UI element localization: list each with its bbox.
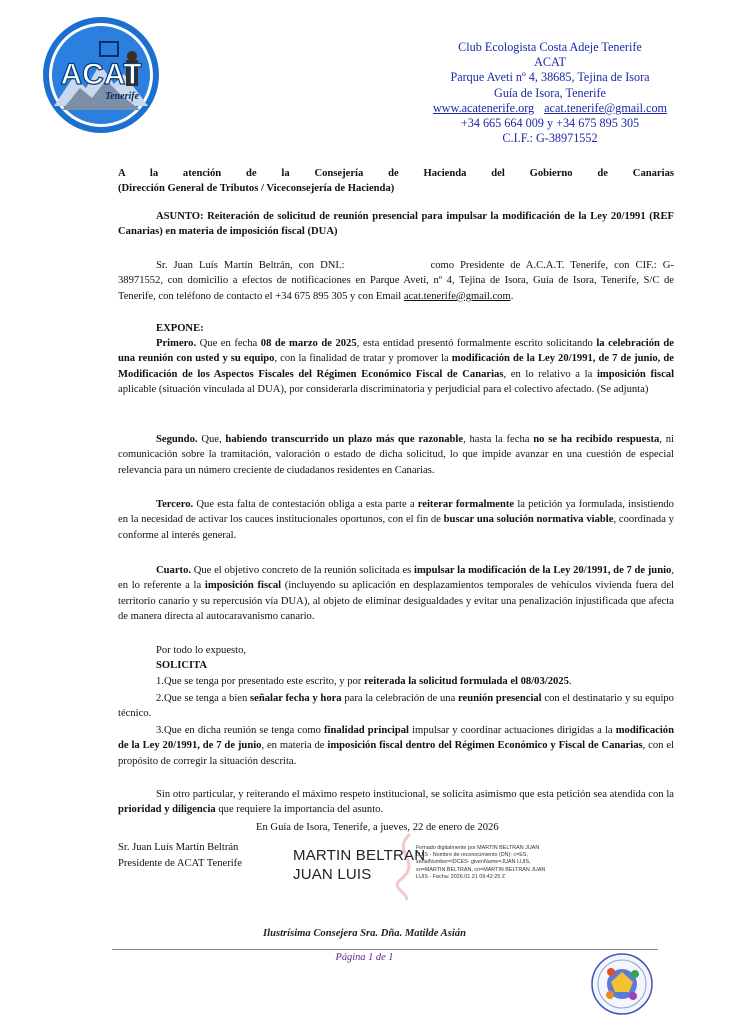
logo-subtext: Tenerife xyxy=(104,91,140,102)
por-todo-line: Por todo lo expuesto, xyxy=(156,645,247,656)
club-name: Club Ecologista Costa Adeje Tenerife xyxy=(458,40,642,54)
paragraph-tercero: Tercero. Que esta falta de contestación obliga a esta parte a reiterar formalmente la petición ya formulada, insistiendo en la necesidad de activar los cauces institucionales oportunos, con el fin de buscar una solución normativa viable, coordinada y conforme al interés general. xyxy=(118,499,674,541)
intro-end: . xyxy=(510,290,514,302)
request-2: 2.Que se tenga a bien señalar fecha y hora para la celebración de una reunión presencial con el destinatario y su equipo técnico. xyxy=(118,693,674,720)
footer-rule xyxy=(112,949,658,950)
attention-block xyxy=(118,166,674,197)
page-number: Página 1 de 1 xyxy=(335,952,394,963)
federation-badge-icon xyxy=(585,952,659,1016)
club-cif: C.I.F.: G-38971552 xyxy=(502,131,598,146)
club-phones: +34 665 664 009 y +34 675 895 305 xyxy=(460,116,640,131)
intro-paragraph xyxy=(118,258,674,304)
club-town: Guía de Isora, Tenerife xyxy=(494,85,606,100)
subject: ASUNTO: Reiteración de solicitud de reunión presencial para impulsar la modificación de la Ley 20/1991 (REF Canarias) en materia de imposición fiscal (DUA) xyxy=(118,211,674,238)
request-1: 1.Que se tenga por presentado este escrito, y por reiterada la solicitud formulada el 08/03/2025. xyxy=(156,676,572,687)
place-date: En Guía de Isora, Tenerife, a jueves, 22 de enero de 2026 xyxy=(256,822,499,833)
acat-logo xyxy=(40,14,162,136)
closing-paragraph: Sin otro particular, y reiterando el máximo respeto institucional, se solicita asimismo que esta petición sea atendida con la prioridad y diligencia que requiere la importancia del asunto. xyxy=(118,789,674,816)
club-address: Parque Aveti nº 4, 38685, Tejina de Isora xyxy=(450,70,650,85)
attention-line: A la atención de la Consejería de Hacienda del Gobierno de Canarias xyxy=(118,168,674,179)
intro-name: Sr. Juan Luís Martín Beltrán, con DNI.: xyxy=(156,260,345,271)
digital-signature-details: Firmado digitalmente por MARTIN BELTRAN JUAN LUIS - Nombre de reconocimiento (DN): c=ES, serialNumber=IDCES- givenName=JUAN LUIS, sn=MARTIN BELTRAN, cn=MARTIN BELTRAN JUAN LUIS - Fecha: 2026.01.21 09:42:25 Z xyxy=(416,845,546,880)
logo-text: ACAT xyxy=(60,58,142,91)
signer-name: Sr. Juan Luís Martín Beltrán xyxy=(118,842,239,853)
addressee-footer: Ilustrísima Consejera Sra. Dña. Matilde Asián xyxy=(263,928,466,939)
solicita-heading: SOLICITA xyxy=(156,660,208,671)
paragraph-segundo: Segundo. Que, habiendo transcurrido un plazo más que razonable, hasta la fecha no se ha recibido respuesta, ni comunicación sobre la tramitación, valoración o estado de dicha solicitud, lo que impide avanzar en una cuestión de especial relevancia para un número creciente de ciudadanos residentes en Canarias. xyxy=(118,434,674,476)
email-link[interactable]: acat.tenerife@gmail.com xyxy=(544,100,668,115)
paragraph-primero: Primero. Que en fecha 08 de marzo de 2025, esta entidad presentó formalmente escrito solicitando la celebración de una reunión con usted y su equipo, con la finalidad de tratar y promover la modificación de la Ley 20/1991, de 7 de junio, de Modificación de los Aspectos Fiscales del Régimen Económico Fiscal de Canarias, en lo relativo a la imposición fiscal aplicable (situación vinculada al DUA), por considerarla discriminatoria y perjudicial para el colectivo afectado. (Se adjunta) xyxy=(118,338,675,396)
intro-email-link[interactable]: acat.tenerife@gmail.com xyxy=(403,290,511,302)
attention-department: (Dirección General de Tributos / Viceconsejería de Hacienda) xyxy=(118,183,395,195)
club-links xyxy=(400,101,700,116)
request-3: 3.Que en dicha reunión se tenga como finalidad principal impulsar y coordinar actuaciones dirigidas a la modificación de la Ley 20/1991, de 7 de junio, en materia de imposición fiscal dentro del Régimen Económico y Fiscal de Canarias, con el propósito de corregir la situación descrita. xyxy=(118,725,674,767)
club-header xyxy=(400,40,700,146)
website-link[interactable]: www.acatenerife.org xyxy=(432,100,535,115)
paragraph-cuarto: Cuarto. Que el objetivo concreto de la reunión solicitada es impulsar la modificación de la Ley 20/1991, de 7 de junio, en lo referente a la imposición fiscal (incluyendo su aplicación en desplazamientos temporales de vehículos vivienda fuera del territorio canario y su repercusión vía DUA), al objeto de eliminar desigualdades y evitar una penalización injustificada que afecta de manera directa al autocaravanismo canario. xyxy=(118,565,674,623)
expone-heading: EXPONE: xyxy=(156,323,204,334)
digital-signature-name: MARTIN BELTRAN JUAN LUIS xyxy=(293,847,426,883)
club-acronym: ACAT xyxy=(534,55,566,70)
signer-role: Presidente de ACAT Tenerife xyxy=(118,858,242,869)
intro-body: como Presidente de A.C.A.T. Tenerife, con CIF.: G-38971552, con domicilio a efectos de notificaciones en Parque Aveti, nº 4, Tejina de Isora, Guía de Isora, Tenerife, S/C de Tenerife, con teléfono de contacto el +34 675 895 305 y con Email xyxy=(118,260,674,302)
